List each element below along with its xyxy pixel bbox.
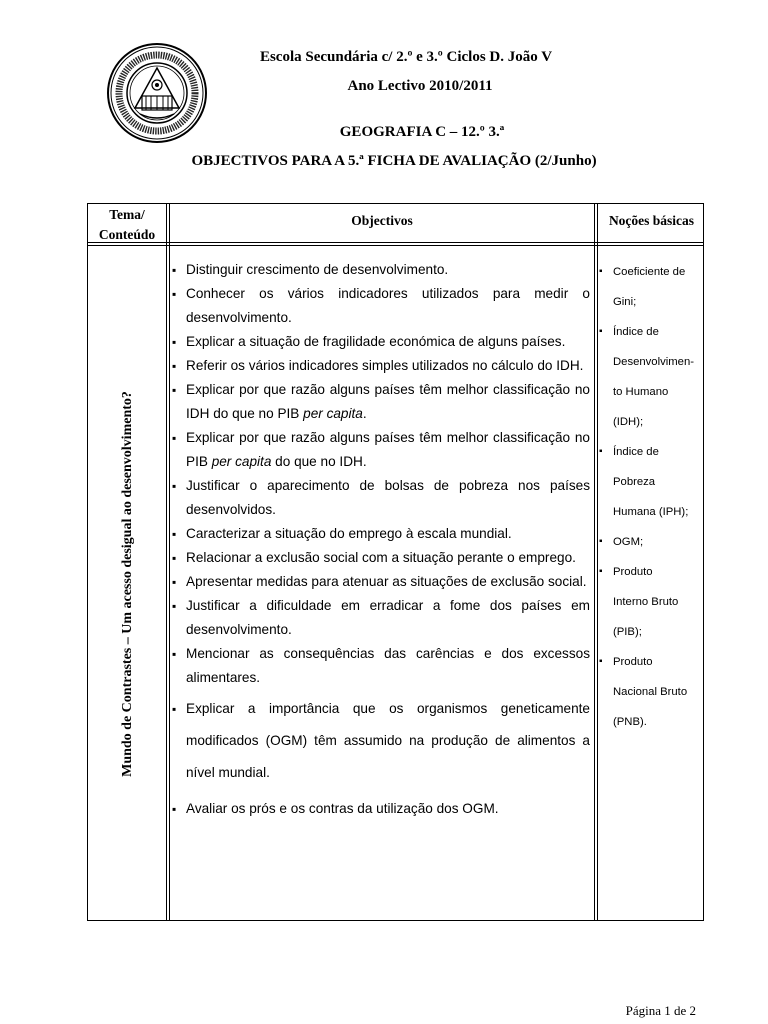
header-tema-line1: Tema/ [109, 207, 145, 222]
header-tema [88, 205, 166, 245]
nocao-line: Pobreza [613, 476, 656, 488]
nocao-line: ▪ OGM; [613, 536, 644, 548]
nocao-line: Desenvolvimen- [613, 356, 694, 368]
nocao-line: (IDH); [613, 416, 644, 428]
subject-title: GEOGRAFIA C – 12.º 3.ª [339, 124, 505, 140]
header-tema-line2: Conteúdo [98, 227, 156, 242]
nocao-line: Nacional Bruto [613, 686, 688, 698]
table-divider [169, 204, 170, 920]
list-item: ▪ Conhecer os vários indicadores utilizados para medir o desenvolvimento. [172, 282, 590, 330]
school-name: Escola Secundária c/ 2.º e 3.º Ciclos D. João V [259, 49, 553, 65]
list-item: ▪ Explicar a importância que os organismos geneticamente modificados (OGM) têm assumido na produção de alimentos a nível mundial. [172, 693, 590, 789]
list-item: ▪ Distinguir crescimento de desenvolvimento. [172, 258, 590, 282]
list-item: ▪ Explicar a situação de fragilidade económica de alguns países. [172, 330, 590, 354]
nocao-line: (PNB). [613, 716, 647, 728]
nocao-line: to Humano [613, 386, 669, 398]
list-item: ▪ Justificar a dificuldade em erradicar a fome dos países em desenvolvimento. [172, 594, 590, 642]
list-item: ▪ Relacionar a exclusão social com a situação perante o emprego. [172, 546, 590, 570]
list-item: ▪ Apresentar medidas para atenuar as situações de exclusão social. [172, 570, 590, 594]
nocao-line: Humana (IPH); [613, 506, 689, 518]
nocao-line: ▪ Índice de [613, 326, 659, 338]
list-item: ▪ Referir os vários indicadores simples utilizados no cálculo do IDH. [172, 354, 590, 378]
list-item [598, 647, 704, 737]
list-item: ▪ Justificar o aparecimento de bolsas de pobreza nos países desenvolvidos. [172, 474, 590, 522]
nocao-line: ▪ Produto [613, 566, 653, 578]
objectives-table [87, 203, 704, 921]
school-year: Ano Lectivo 2010/2011 [347, 78, 493, 94]
nocao-line: (PIB); [613, 626, 642, 638]
list-item [598, 527, 704, 557]
tema-cell [89, 246, 167, 921]
nocao-line: ▪ Índice de [613, 446, 659, 458]
nocao-line: Gini; [613, 296, 637, 308]
item-text: Explicar por que razão alguns países têm melhor classificação no IDH do que no PIB [186, 382, 590, 421]
item-text: do que no IDH. [271, 454, 367, 469]
list-item [598, 317, 704, 437]
item-text: . [362, 406, 367, 421]
tema-text: Mundo de Contrastes – Um acesso desigual ao desenvolvimento? [120, 390, 135, 777]
nocoes-list [598, 257, 704, 737]
nocao-line: Interno Bruto [613, 596, 679, 608]
list-item [172, 378, 590, 426]
item-emphasis: per capita [211, 454, 272, 469]
item-text: Explicar por que razão alguns países têm melhor classificação no PIB [186, 430, 590, 469]
header-objectivos: Objectivos [351, 213, 413, 228]
page-number: Página 1 de 2 [625, 1003, 696, 1018]
list-item [598, 257, 704, 317]
table-divider [88, 245, 703, 246]
list-item: ▪ Caracterizar a situação do emprego à escala mundial. [172, 522, 590, 546]
list-item: ▪ Mencionar as consequências das carências e dos excessos alimentares. [172, 642, 590, 690]
table-divider [594, 204, 595, 920]
list-item [598, 437, 704, 527]
list-item [172, 426, 590, 474]
nocao-line: ▪ Coeficiente de [613, 266, 686, 278]
header-nocoes: Noções básicas [608, 213, 695, 228]
objectives-list [172, 258, 590, 821]
list-item: ▪ Avaliar os prós e os contras da utilização dos OGM. [172, 797, 590, 821]
item-emphasis: per capita [303, 406, 363, 421]
table-divider [88, 242, 703, 243]
nocao-line: ▪ Produto [613, 656, 653, 668]
objectives-title: OBJECTIVOS PARA A 5.ª FICHA DE AVALIAÇÃO (2/Junho) [191, 153, 597, 169]
list-item [598, 557, 704, 647]
